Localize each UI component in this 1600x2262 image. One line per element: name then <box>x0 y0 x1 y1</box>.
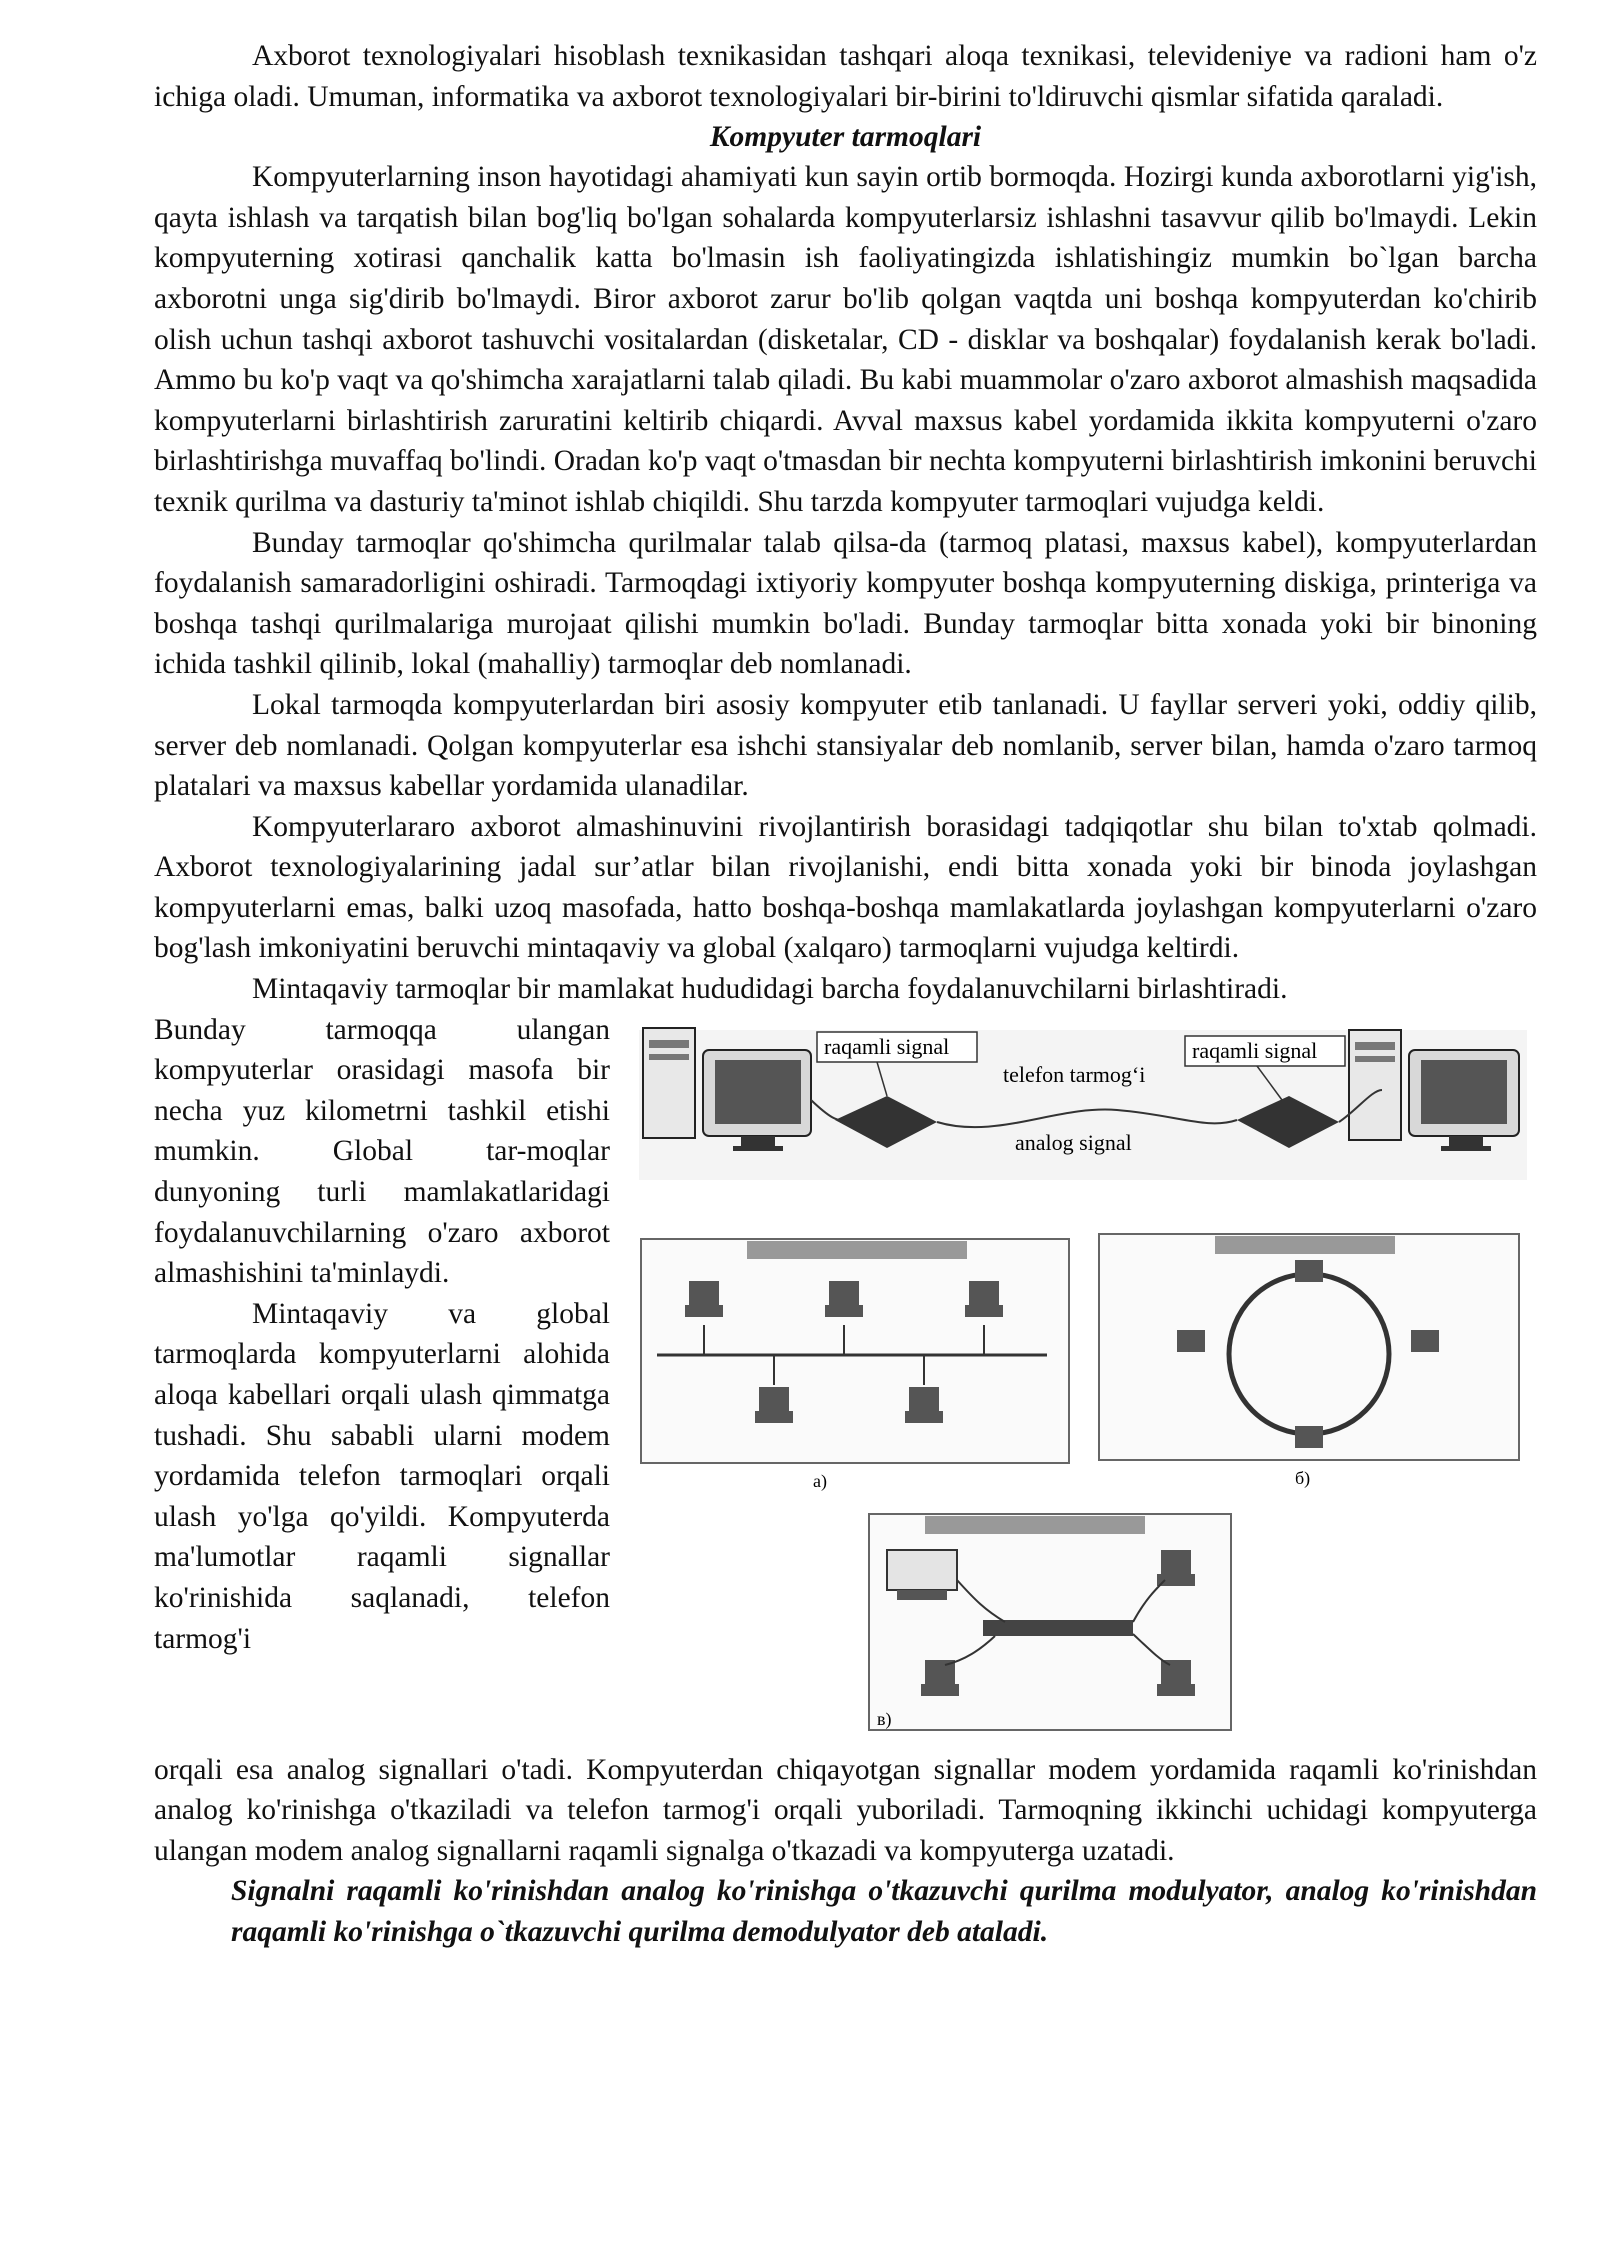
label-digital-left: raqamli signal <box>824 1033 950 1059</box>
paragraph-local-networks: Bunday tarmoqlar qo'shimcha qurilmalar talab qilsa-da (tarmoq platasi, maxsus kabel), kompyuterlardan foydalanish samaradorligini oshiradi. Tarmoqdagi ixtiyoriy kompyuter boshqa kompyuterning diskiga, printeriga va boshqa tashqi qurilmalariga murojaat qilishi mumkin bo'ladi. Bunday tarmoqlar bitta xonada yoki bir binoning ichida tashkil qilinib, lokal (mahalliy) tarmoqlar deb nomlanadi. <box>154 526 1537 681</box>
side-column <box>154 1010 610 1660</box>
paragraph-regional-global: Kompyuterlararo axborot almashinuvini rivojlantirish borasidagi tadqiqotlar shu bilan to'xtab qolmadi. Axborot texnologiyalarining jadal sur’atlar bilan rivojlanishi, endi bitta xonada yoki bir binoda joylashgan kompyuterlarni emas, balki uzoq masofada, hatto boshqa-boshqa mamlakatlarda joylashgan kompyuterlarni o'zaro bog'lash imkoniyatini beruvchi mintaqaviy va global (xalqaro) tarmoqlarni vujudga keltirdi. <box>154 810 1537 965</box>
modem-connection-figure <box>637 1010 1537 1195</box>
paragraph-regional-def: Mintaqaviy tarmoqlar bir mamlakat hududidagi barcha foydalanuvchilarni birlashtiradi. <box>252 973 1288 1006</box>
side-paragraph-modem: Mintaqaviy va global tarmoqlarda kompyuterlarni alohida aloqa kabellari orqali ulash qimmatga tushadi. Shu sababli ularni modem yordamida telefon tarmoqlari orqali ulash yo'lga qo'yildi. Kompyuterda ma'lumotlar raqamli signallar ko'rinishida saqlanadi, telefon tarmog'i <box>154 1297 610 1655</box>
document-page <box>154 36 1537 1953</box>
label-analog-signal: analog signal <box>1015 1129 1132 1155</box>
paragraph-intro: Axborot texnologiyalari hisoblash texnikasidan tashqari aloqa texnikasi, televideniye va radioni ham o'z ichiga oladi. Umuman, informatika va axborot texnologiyalari bir-birini to'ldiruvchi qismlar sifatida qaraladi. <box>154 40 1537 113</box>
figure-label-v: в) <box>877 1708 892 1729</box>
figure-label-b: б) <box>1295 1467 1311 1488</box>
paragraph-analog: orqali esa analog signallari o'tadi. Kompyuterdan chiqayotgan signallar modem yordamida raqamli ko'rinishdan analog ko'rinishga o'tkaziladi va telefon tarmog'i orqali yuboriladi. Tarmoqning ikkinchi uchidagi kompyuterga ulangan modem analog signallarni raqamli signalga o'tkazadi va kompyuterga uzatadi. <box>154 1753 1537 1867</box>
bus-topology-figure <box>637 1235 1087 1495</box>
section-heading: Kompyuter tarmoqlari <box>709 121 982 154</box>
label-phone-network: telefon tarmog‘i <box>1003 1061 1146 1087</box>
paragraph-computers-importance: Kompyuterlarning inson hayotidagi ahamiyati kun sayin ortib bormoqda. Hozirgi kunda axborotlarni yig'ish, qayta ishlash va tarqatish bilan bog'liq bo'lgan sohalarda kompyuterlarsiz ishlashni tasavvur qilib bo'lmaydi. Lekin kompyuterning xotirasi qanchalik katta bo'lmasin ish faoliyatingizda ishlatishingiz mumkin bo`lgan barcha axborotni unga sig'dirib bo'lmaydi. Biror axborot zarur bo'lib qolgan vaqtda uni boshqa kompyuterdan ko'chirib olish uchun tashqi axborot tashuvchi vositalardan (disketalar, CD - disklar va boshqalar) foydalanish kerak bo'ladi. Ammo bu ko'p vaqt va qo'shimcha xarajatlarni talab qiladi. Bu kabi muammolar o'zaro axborot almashish maqsadida kompyuterlarni birlashtirish zaruratini keltirib chiqardi. Avval maxsus kabel yordamida ikkita kompyuterni o'zaro birlashtirishga muvaffaq bo'lindi. Oradan ko'p vaqt o'tmasdan bir nechta kompyuterni birlashtirish imkonini beruvchi texnik qurilma va dasturiy ta'minot ishlab chiqildi. Shu tarzda kompyuter tarmoqlari vujudga keldi. <box>154 161 1537 518</box>
paragraph-server: Lokal tarmoqda kompyuterlardan biri asosiy kompyuter etib tanlanadi. U fayllar serveri yoki, oddiy qilib, server deb nomlanadi. Qolgan kompyuterlar esa ishchi stansiyalar deb nomlanib, server bilan, hamda o'zaro tarmoq platalari va maxsus kabellar yordamida ulanadilar. <box>154 688 1537 803</box>
label-digital-right: raqamli signal <box>1192 1037 1318 1063</box>
ring-topology-figure <box>1095 1230 1535 1495</box>
text-figure-wrap <box>154 1010 1537 1750</box>
figure-label-a: а) <box>813 1470 827 1491</box>
printer-icon <box>887 1550 957 1600</box>
definition-modulator: Signalni raqamli ko'rinishdan analog ko'rinishga o'tkazuvchi qurilma modulyator, analog ko'rinishdan raqamli ko'rinishga o`tkazuvchi qurilma demodulyator deb ataladi. <box>231 1875 1537 1949</box>
figure-area <box>637 1010 1537 1750</box>
side-paragraph-distance: Bunday tarmoqqa ulangan kompyuterlar orasidagi masofa bir necha yuz kilometrni tashkil etishi mumkin. Global tar-moqlar dunyoning turli mamlakatlaridagi foydalanuvchilarning o'zaro axborot almashishini ta'minlaydi. <box>154 1013 610 1290</box>
hub-icon <box>983 1620 1133 1636</box>
star-topology-figure <box>865 1510 1245 1740</box>
